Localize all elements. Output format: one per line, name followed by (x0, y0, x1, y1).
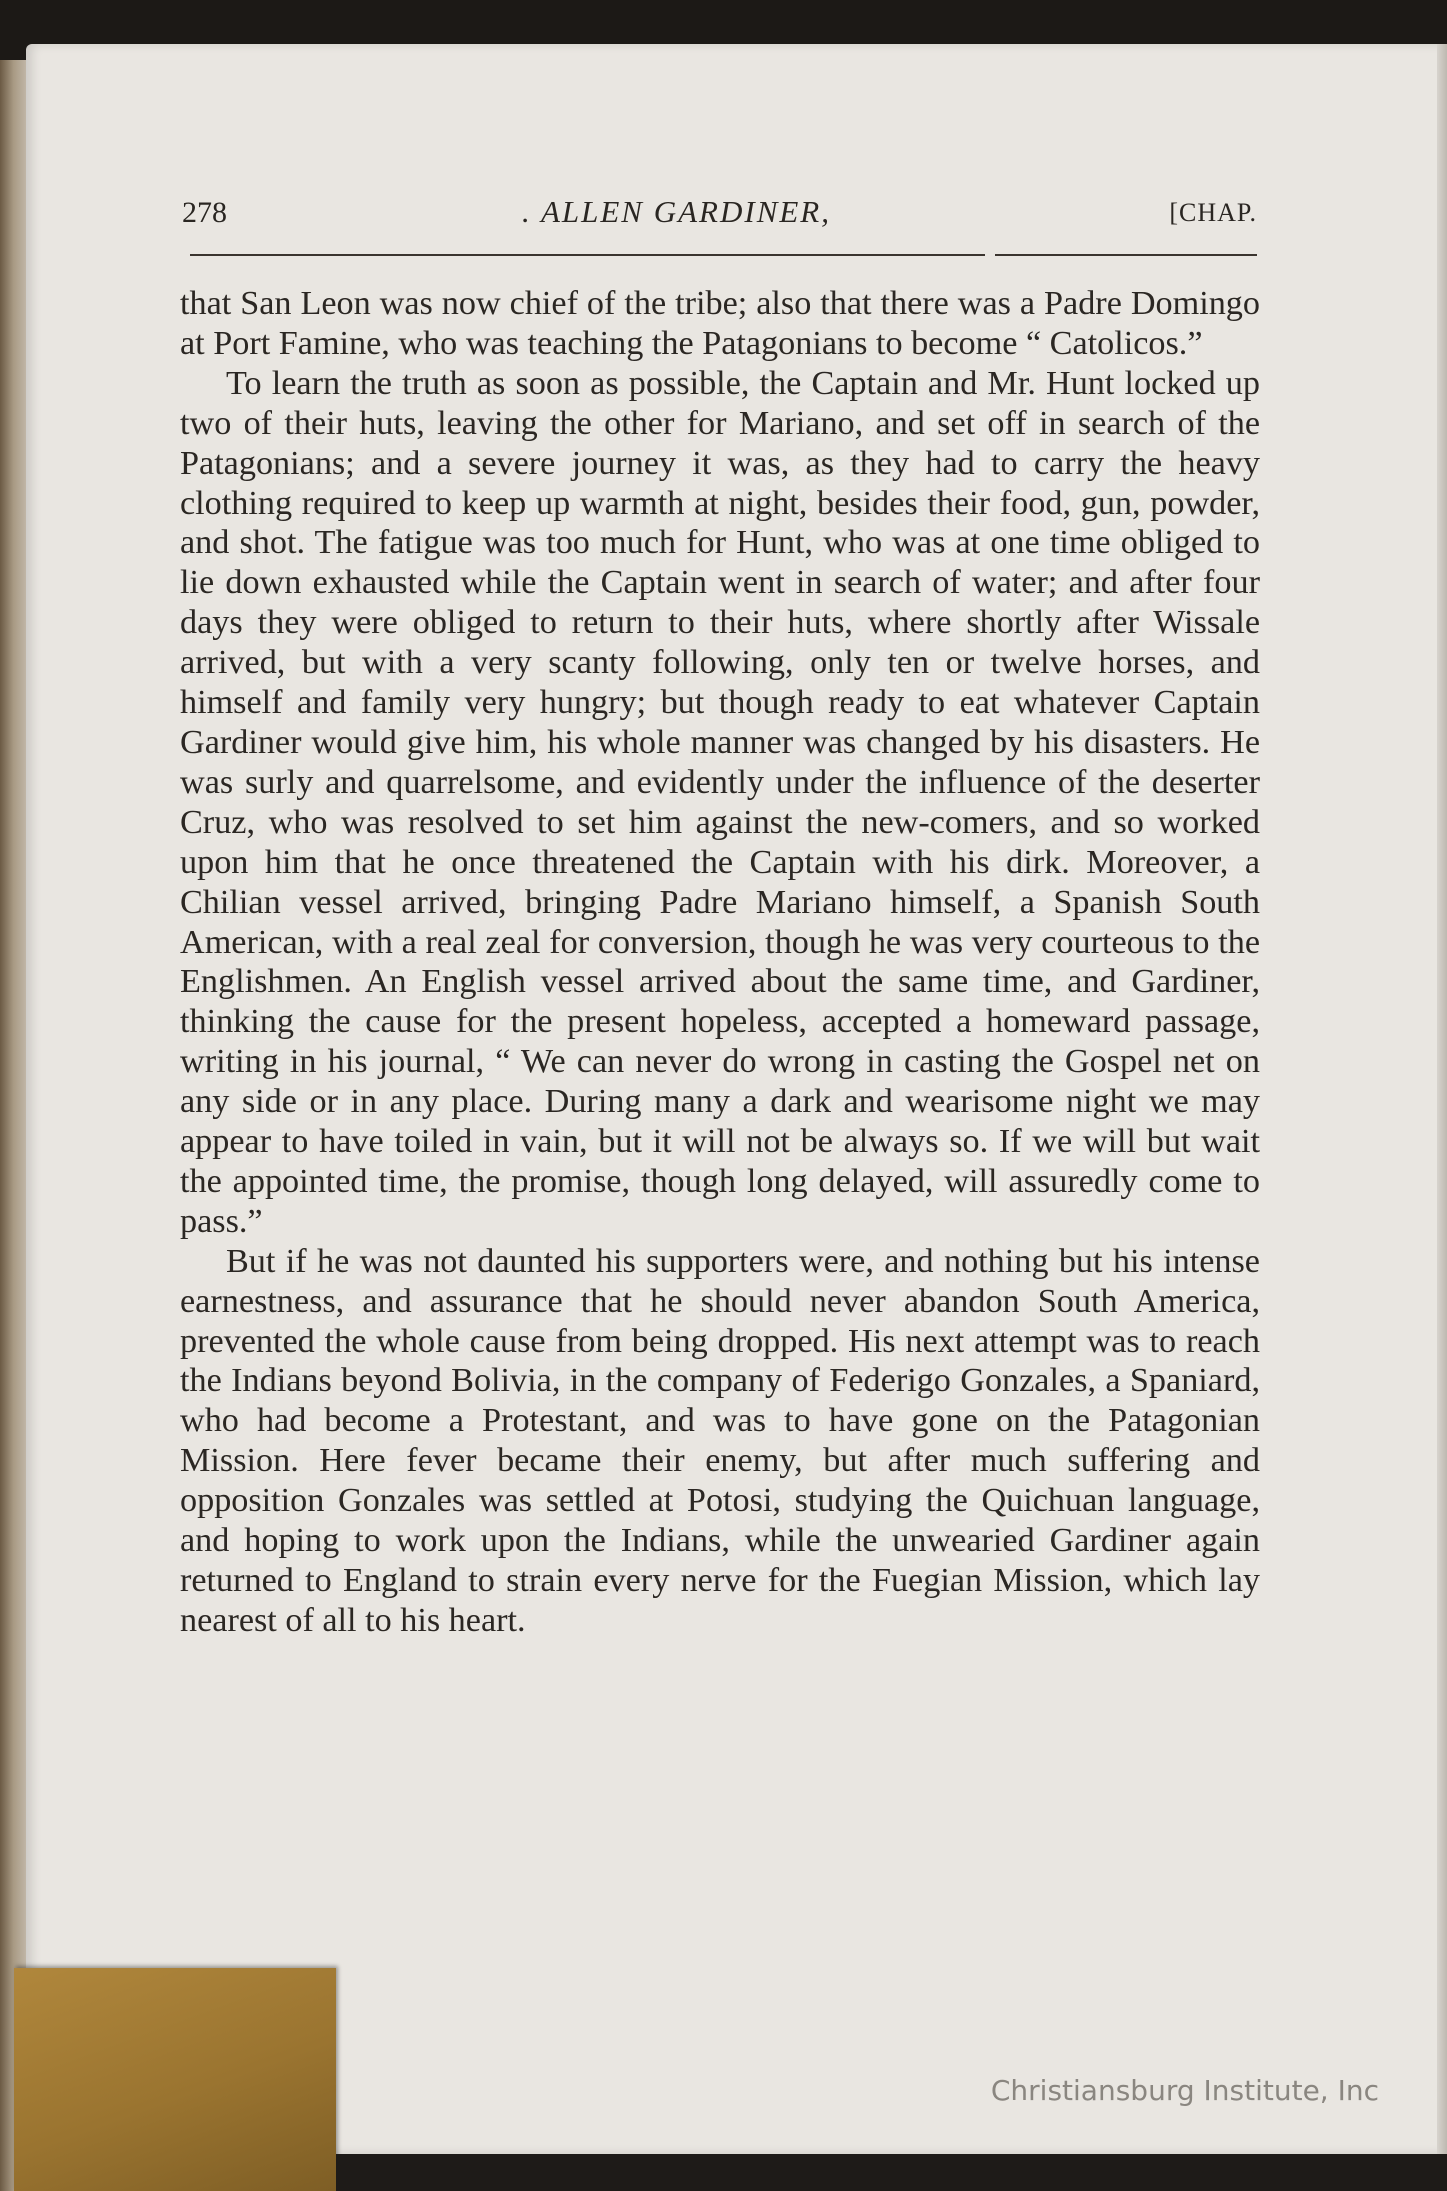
chapter-label: [CHAP. (1169, 198, 1257, 227)
bottom-shadow (336, 2154, 1447, 2191)
header-rule-left (190, 254, 985, 256)
body-text (180, 284, 1260, 1641)
paragraph-2: To learn the truth as soon as possible, the Captain and Mr. Hunt locked up two of their huts, leaving the other for Mariano, and set off in search of the Patagonians; and a severe journey it was, as they had to carry the heavy clothing required to keep up warmth at night, besides their food, gun, powder, and shot. The fatigue was too much for Hunt, who was at one time obliged to lie down exhausted while the Captain went in search of water; and after four days they were obliged to return to their huts, where shortly after Wissale arrived, but with a very scanty following, only ten or twelve horses, and himself and family very hungry; but though ready to eat whatever Captain Gardiner would give him, his whole manner was changed by his disasters. He was surly and quarrelsome, and evidently under the influence of the deserter Cruz, who was resolved to set him against the new-comers, and so worked upon him that he once threatened the Captain with his dirk. Moreover, a Chilian vessel arrived, bringing Padre Mariano himself, a Spanish South American, with a real zeal for conversion, though he was very courteous to the Englishmen. An English vessel arrived about the same time, and Gardiner, thinking the cause for the present hopeless, accepted a homeward passage, writing in his journal, “ We can never do wrong in casting the Gospel net on any side or in any place. During many a dark and wearisome night we may appear to have toiled in vain, but it will not be always so. If we will but wait the appointed time, the promise, though long delayed, will assuredly come to pass.” (180, 364, 1260, 1240)
running-title: . ALLEN GARDINER, (522, 194, 831, 229)
page-number: 278 (182, 196, 227, 229)
header-rule-right (995, 254, 1257, 256)
paragraph-1: that San Leon was now chief of the tribe; also that there was a Padre Domingo at Port Famine, who was teaching the Patagonians to become “ Catolicos.” (180, 285, 1260, 362)
right-page-edge (1437, 44, 1447, 2154)
running-header (182, 192, 1257, 236)
bookmark-ribbon (14, 1968, 336, 2191)
paragraph-3: But if he was not daunted his supporters were, and nothing but his intense earnestness, and assurance that he should never abandon South America, prevented the whole cause from being dropped. His next attempt was to reach the Indians beyond Bolivia, in the company of Federigo Gonzales, a Spaniard, who had become a Protestant, and was to have gone on the Patagonian Mission. Here fever became their enemy, but after much suffering and opposition Gonzales was settled at Potosi, studying the Quichuan language, and hoping to work upon the Indians, while the unwearied Gardiner again returned to England to strain every nerve for the Fuegian Mission, which lay nearest of all to his heart. (180, 1242, 1260, 1639)
watermark: Christiansburg Institute, Inc (990, 2074, 1379, 2107)
